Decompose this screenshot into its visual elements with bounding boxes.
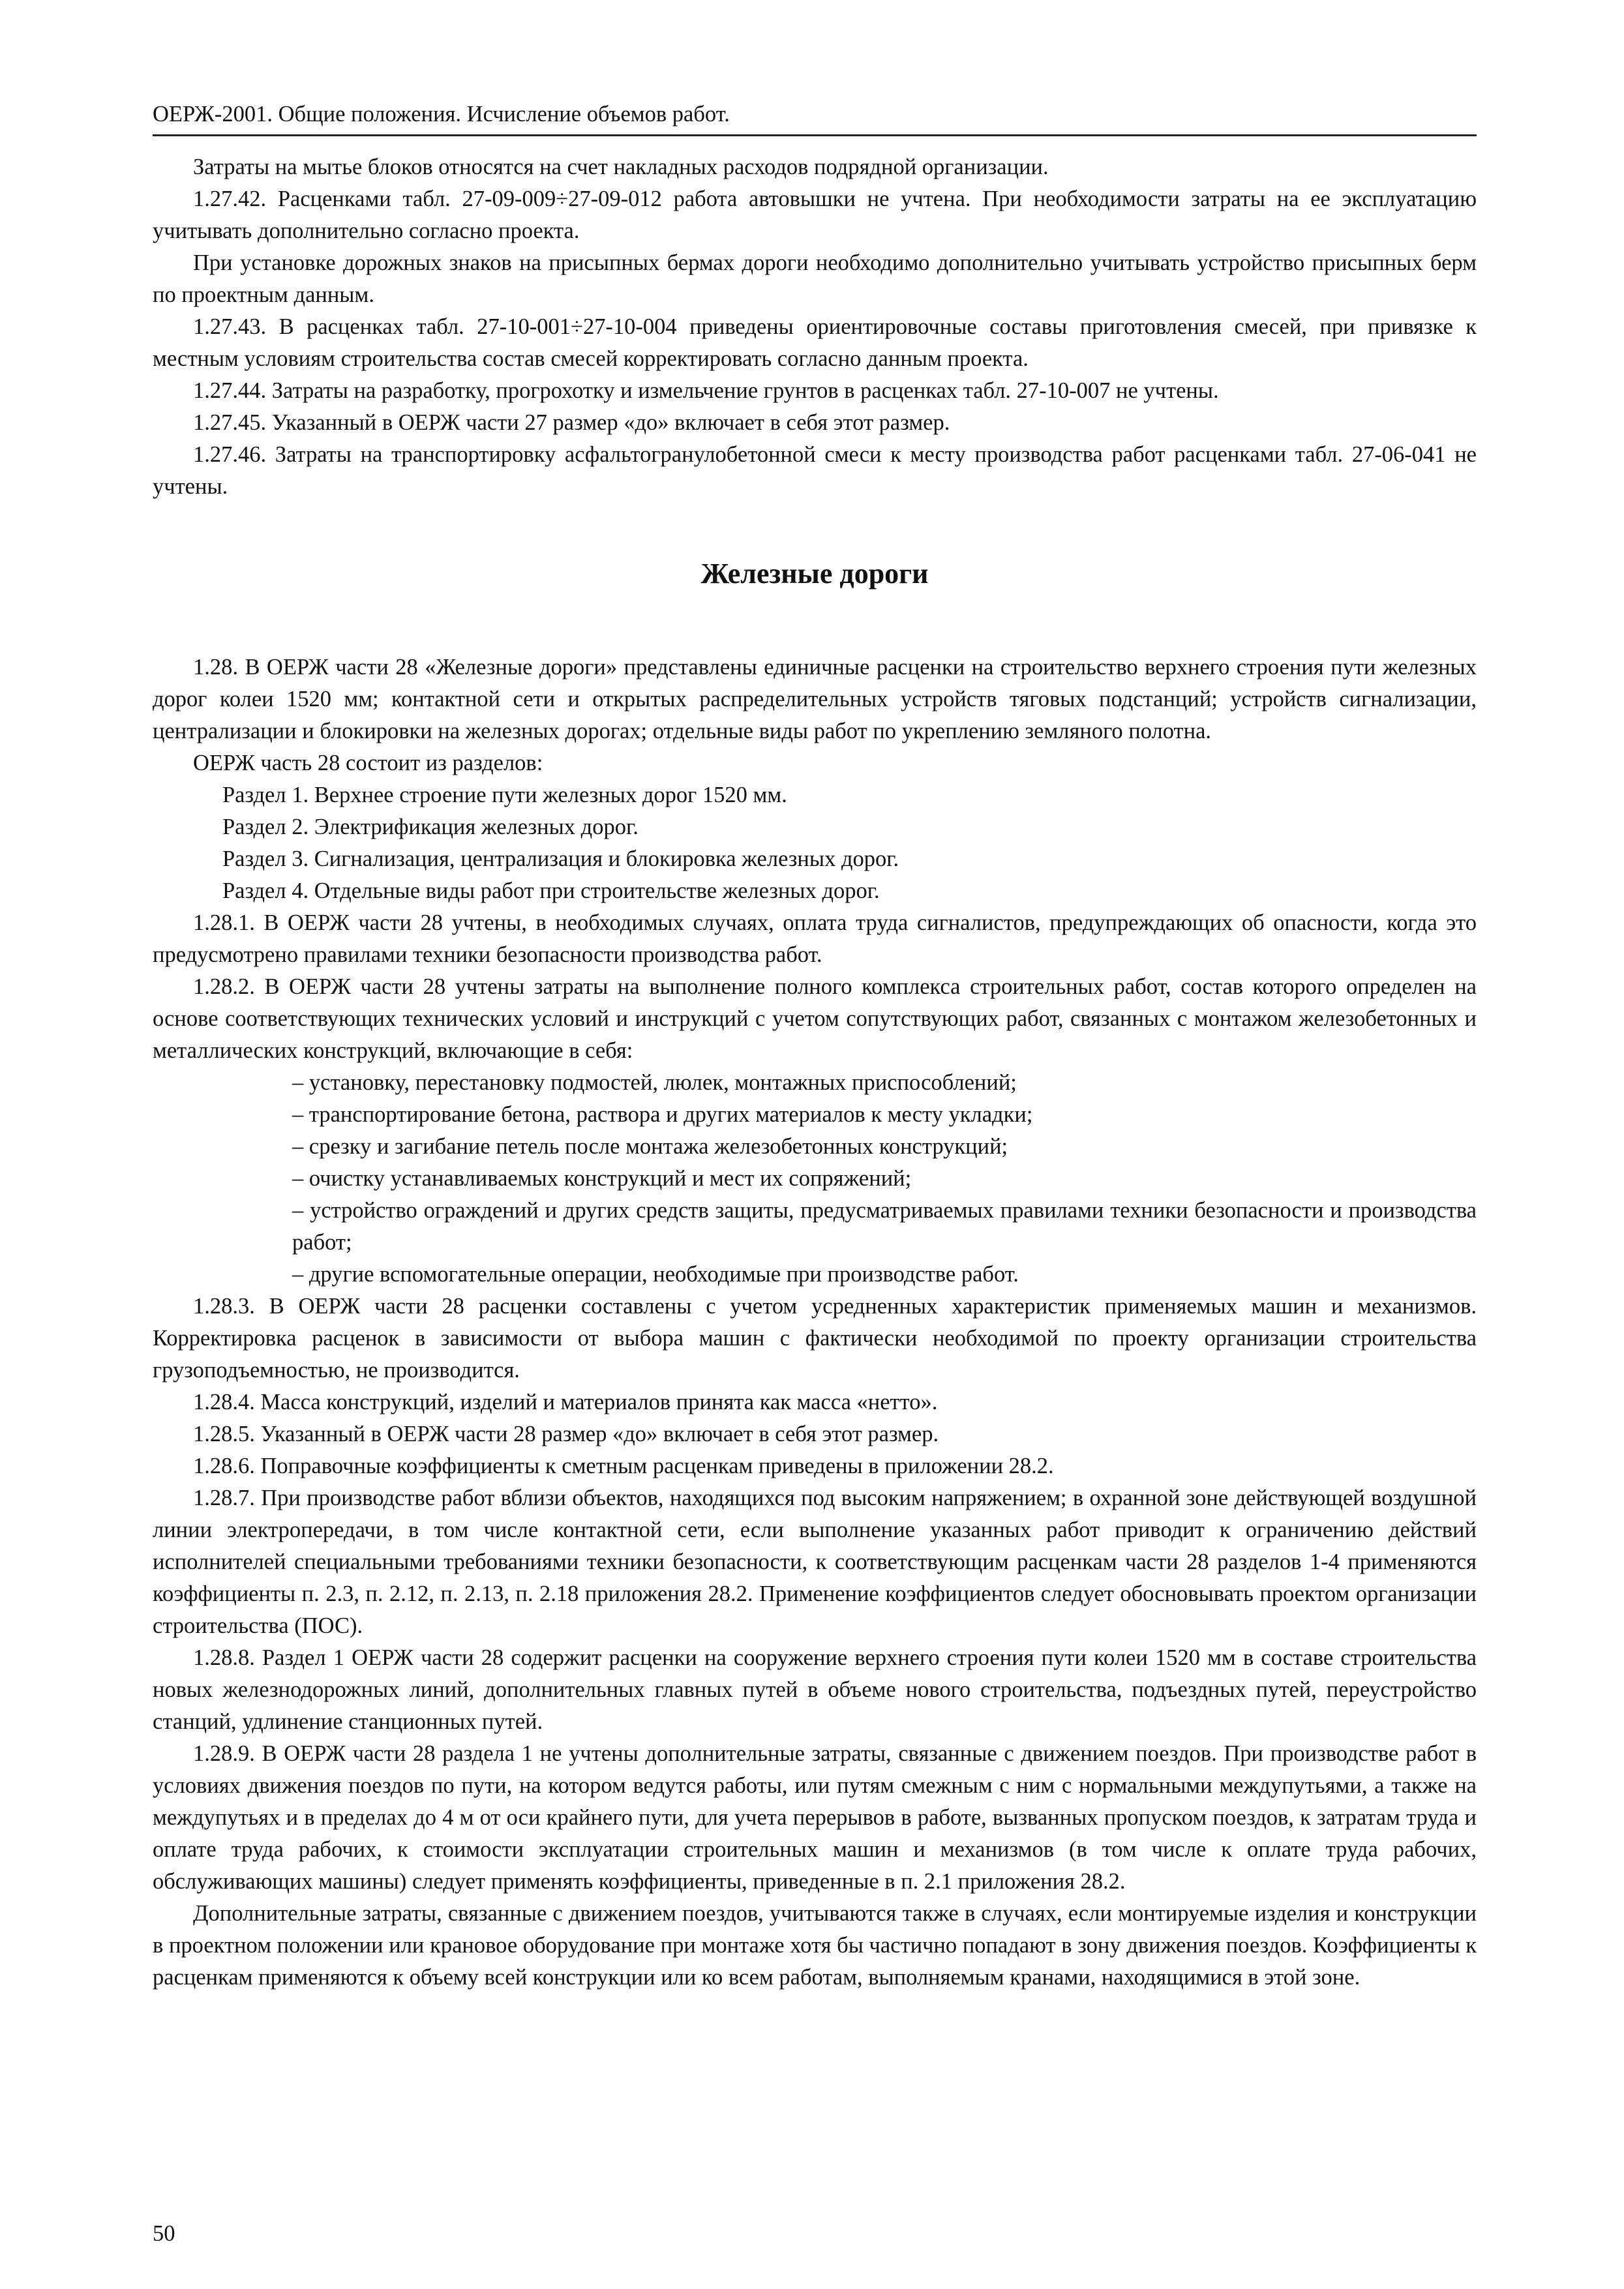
section-heading: Железные дороги: [700, 558, 929, 590]
paragraph: 1.28.8. Раздел 1 ОЕРЖ части 28 содержит расценки на сооружение верхнего строения пути колеи 1520 мм в составе строительства новых железнодорожных линий, дополнительных главных путей в объеме нового строительства, подъездных путей, переустройство станций, удлинение станционных путей.: [153, 1645, 1477, 1734]
paragraph: При установке дорожных знаков на присыпных бермах дороги необходимо дополнительно учитывать устройство присыпных берм по проектным данным.: [153, 250, 1477, 307]
paragraph: 1.28.2. В ОЕРЖ части 28 учтены затраты на выполнение полного комплекса строительных работ, состав которого определен на основе соответствующих технических условий и инструкций с учетом сопутствующих работ, связанных с монтажом железобетонных и металлических конструкций, включающие в себя:: [153, 974, 1477, 1063]
section-list-item: Раздел 1. Верхнее строение пути железных дорог 1520 мм.: [222, 783, 787, 807]
paragraph: 1.28.5. Указанный в ОЕРЖ части 28 размер «до» включает в себя этот размер.: [193, 1422, 939, 1446]
paragraph: Затраты на мытье блоков относятся на счет накладных расходов подрядной организации.: [193, 155, 1049, 179]
paragraph: Дополнительные затраты, связанные с движением поездов, учитываются также в случаях, если монтируемые изделия и конструкции в проектном положении или крановое оборудование при монтаже хотя бы частично попадают в зону движения поездов. Коэффициенты к расценкам применяются к объему всей конструкции или ко всем работам, выполняемым кранами, находящимися в этой зоне.: [153, 1901, 1477, 1990]
bullet-item: – установку, перестановку подмостей, люлек, монтажных приспособлений;: [292, 1070, 1017, 1095]
paragraph: 1.28.3. В ОЕРЖ части 28 расценки составлены с учетом усредненных характеристик применяемых машин и механизмов. Корректировка расценок в зависимости от выбора машин с фактически необходимой по проекту организации строительства грузоподъемностью, не производится.: [153, 1294, 1477, 1383]
document-body: [153, 151, 1477, 1994]
paragraph: 1.27.43. В расценках табл. 27-10-001÷27-10-004 приведены ориентировочные составы приготовления смесей, при привязке к местным условиям строительства состав смесей корректировать согласно данным проекта.: [153, 314, 1477, 371]
running-header: ОЕРЖ-2001. Общие положения. Исчисление объемов работ.: [153, 98, 1477, 136]
paragraph: 1.28.6. Поправочные коэффициенты к сметным расценкам приведены в приложении 28.2.: [193, 1454, 1054, 1478]
bullet-item: – устройство ограждений и других средств защиты, предусматриваемых правилами техники безопасности и производства работ;: [292, 1198, 1477, 1255]
paragraph: 1.27.42. Расценками табл. 27-09-009÷27-09-012 работа автовышки не учтена. При необходимости затраты на ее эксплуатацию учитывать дополнительно согласно проекта.: [153, 187, 1477, 243]
bullet-item: – срезку и загибание петель после монтажа железобетонных конструкций;: [292, 1134, 1008, 1159]
bullet-item: – очистку устанавливаемых конструкций и мест их сопряжений;: [292, 1166, 912, 1191]
paragraph: 1.28.7. При производстве работ вблизи объектов, находящихся под высоким напряжением; в охранной зоне действующей воздушной линии электропередачи, в том числе контактной сети, если выполнение указанных работ приводит к ограничению действий исполнителей специальными требованиями техники безопасности, к соответствующим расценкам части 28 разделов 1-4 применяются коэффициенты п. 2.3, п. 2.12, п. 2.13, п. 2.18 приложения 28.2. Применение коэффициентов следует обосновывать проектом организации строительства (ПОС).: [153, 1486, 1477, 1638]
section-list-item: Раздел 4. Отдельные виды работ при строительстве железных дорог.: [222, 878, 880, 903]
section-list-item: Раздел 2. Электрификация железных дорог.: [222, 815, 639, 839]
paragraph: 1.27.45. Указанный в ОЕРЖ части 27 размер «до» включает в себя этот размер.: [193, 410, 950, 435]
paragraph: 1.28.4. Масса конструкций, изделий и материалов принята как масса «нетто».: [193, 1390, 938, 1414]
paragraph: 1.28.1. В ОЕРЖ части 28 учтены, в необходимых случаях, оплата труда сигналистов, предупреждающих об опасности, когда это предусмотрено правилами техники безопасности производства работ.: [153, 910, 1477, 967]
paragraph: 1.28. В ОЕРЖ части 28 «Железные дороги» представлены единичные расценки на строительство верхнего строения пути железных дорог колеи 1520 мм; контактной сети и открытых распределительных устройств тяговых подстанций; устройств сигнализации, централизации и блокировки на железных дорогах; отдельные виды работ по укреплению земляного полотна.: [153, 655, 1477, 743]
page-number: 50: [153, 2221, 175, 2246]
bullet-item: – другие вспомогательные операции, необходимые при производстве работ.: [292, 1262, 1019, 1287]
paragraph: ОЕРЖ часть 28 состоит из разделов:: [193, 751, 543, 775]
paragraph: 1.27.46. Затраты на транспортировку асфальтогранулобетонной смеси к месту производства работ расценками табл. 27-06-041 не учтены.: [153, 442, 1477, 499]
paragraph: 1.27.44. Затраты на разработку, прогрохотку и измельчение грунтов в расценках табл. 27-10-007 не учтены.: [193, 378, 1219, 403]
section-list-item: Раздел 3. Сигнализация, централизация и блокировка железных дорог.: [222, 846, 899, 871]
bullet-item: – транспортирование бетона, раствора и других материалов к месту укладки;: [292, 1102, 1033, 1127]
paragraph: 1.28.9. В ОЕРЖ части 28 раздела 1 не учтены дополнительные затраты, связанные с движением поездов. При производстве работ в условиях движения поездов по пути, на котором ведутся работы, или путям смежным с ним с нормальными междупутьями, а также на междупутьях и в пределах до 4 м от оси крайнего пути, для учета перерывов в работе, вызванных пропуском поездов, к затратам труда и оплате труда рабочих, к стоимости эксплуатации строительных машин и механизмов (в том числе к оплате труда рабочих, обслуживающих машины) следует применять коэффициенты, приведенные в п. 2.1 приложения 28.2.: [153, 1741, 1477, 1894]
